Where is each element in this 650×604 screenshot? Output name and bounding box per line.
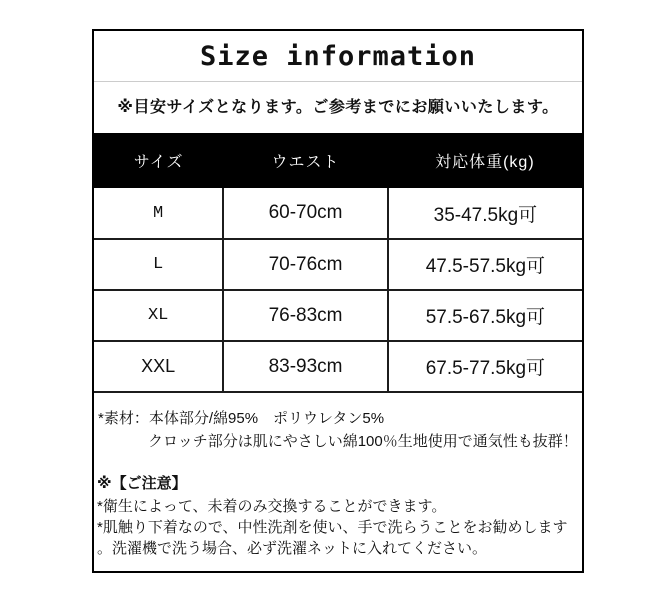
size-info-panel — [92, 29, 584, 573]
table-row — [94, 341, 582, 392]
weight-cell: 67.5-77.5kg可 — [388, 341, 582, 392]
weight-cell: 35-47.5kg可 — [388, 188, 582, 239]
material-line: クロッチ部分は肌にやさしい綿100％生地使用で通気性も抜群！ — [148, 433, 578, 450]
size-cell: XXL — [94, 341, 223, 392]
waist-cell: 70-76cm — [223, 239, 387, 290]
column-header-weight: 対応体重(kg) — [388, 133, 582, 188]
page-title: Size information — [199, 41, 477, 72]
notice-line: *衛生によって、未着のみ交換することができます。 — [97, 498, 447, 515]
table-row — [94, 290, 582, 341]
notice-line: *肌触り下着なので、中性洗剤を使い、手で洗らうことをお勧めします — [97, 519, 568, 536]
size-cell: L — [94, 239, 223, 290]
table-row — [94, 188, 582, 239]
care-notice — [94, 453, 582, 559]
material-note — [94, 393, 582, 453]
weight-cell: 57.5-67.5kg可 — [388, 290, 582, 341]
size-cell: XL — [94, 290, 223, 341]
notice-line: 。洗濯機で洗う場合、必ず洗濯ネットに入れてください。 — [97, 540, 488, 557]
waist-cell: 60-70cm — [223, 188, 387, 239]
title-section — [94, 31, 582, 82]
waist-cell: 83-93cm — [223, 341, 387, 392]
weight-cell: 47.5-57.5kg可 — [388, 239, 582, 290]
size-guide-note: ※目安サイズとなります。ご参考までにお願いいたします。 — [117, 99, 559, 116]
material-line: *素材：本体部分/綿95% ポリウレタン5% — [98, 410, 385, 427]
size-cell: M — [94, 188, 223, 239]
waist-cell: 76-83cm — [223, 290, 387, 341]
table-row — [94, 239, 582, 290]
size-table-header-row — [94, 133, 582, 188]
notice-heading: ※【ご注意】 — [97, 475, 187, 492]
column-header-waist: ウエスト — [223, 133, 387, 188]
column-header-size: サイズ — [94, 133, 223, 188]
size-table — [94, 133, 582, 393]
